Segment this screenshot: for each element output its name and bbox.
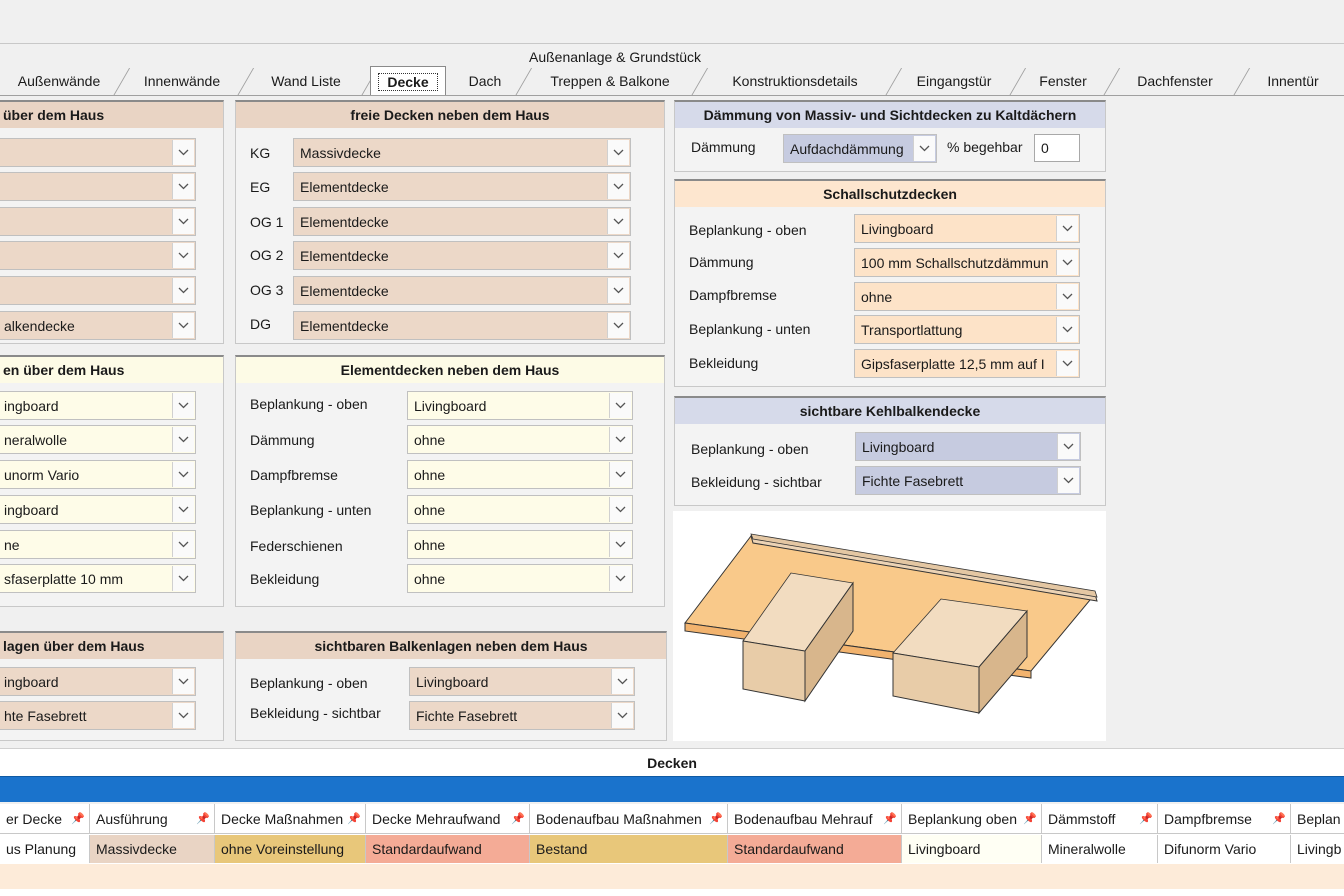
dropdown-value: unorm Vario <box>4 466 80 483</box>
row-label: Beplankung - oben <box>691 441 809 457</box>
tab-label: Dachfenster <box>1137 72 1213 89</box>
begehbar-input[interactable]: 0 <box>1034 134 1080 162</box>
col-header-label: er Decke <box>6 810 63 827</box>
tab-konstruktionsdetails[interactable] <box>700 66 890 96</box>
dropdown-value: Gipsfaserplatte 12,5 mm auf I <box>861 355 1045 372</box>
chevron-down-icon <box>172 532 194 557</box>
dropdown-value: Elementdecke <box>300 317 389 334</box>
dropdown-value: Elementdecke <box>300 213 389 230</box>
chevron-down-icon <box>172 243 194 268</box>
chevron-down-icon <box>607 209 629 234</box>
dropdown-value: Transportlattung <box>861 321 963 338</box>
chevron-down-icon <box>1056 284 1078 309</box>
col-header[interactable] <box>902 804 1042 834</box>
tab-decke[interactable] <box>370 66 446 96</box>
chevron-down-icon <box>172 427 194 452</box>
panel-title: sichtbaren Balkenlagen neben dem Haus <box>236 633 666 659</box>
col-header[interactable] <box>215 804 366 834</box>
dropdown-elem-over-6[interactable] <box>0 564 196 593</box>
chevron-down-icon <box>1056 317 1078 342</box>
dropdown-value: sfaserplatte 10 mm <box>4 570 124 587</box>
panel-balkenlagen-ueber <box>0 631 224 741</box>
panel-schallschutzdecken <box>674 179 1106 387</box>
dropdown-kg[interactable] <box>293 138 631 167</box>
chevron-down-icon <box>1056 216 1078 241</box>
col-header[interactable] <box>530 804 728 834</box>
tab-label: Decke <box>378 73 437 91</box>
row-label: Dämmung <box>250 432 315 448</box>
row-label: DG <box>250 316 271 332</box>
dropdown-value: 100 mm Schallschutzdämmun <box>861 254 1049 271</box>
chevron-down-icon <box>172 703 194 728</box>
row-label: Bekleidung - sichtbar <box>250 705 381 721</box>
dropdown-over-2[interactable] <box>0 172 196 201</box>
row-label: Beplankung - oben <box>250 396 368 412</box>
dropdown-og1[interactable] <box>293 207 631 236</box>
chevron-down-icon <box>607 313 629 338</box>
dropdown-elem-bekleidung[interactable] <box>407 564 633 593</box>
group-panel-bar <box>0 776 1344 802</box>
tab-aussenanlage[interactable]: Außenanlage & Grundstück <box>529 49 701 65</box>
col-header[interactable] <box>90 804 215 834</box>
chevron-down-icon <box>1057 434 1079 459</box>
tab-label: Wand Liste <box>271 72 341 89</box>
dropdown-value: ingboard <box>4 397 59 414</box>
col-header[interactable] <box>1158 804 1291 834</box>
tab-label: Außenwände <box>17 72 101 89</box>
dropdown-schall-dampfbremse[interactable] <box>854 282 1080 311</box>
dropdown-beam-beplankung[interactable] <box>409 667 635 696</box>
tab-dachfenster[interactable] <box>1112 66 1238 96</box>
dropdown-over-1[interactable] <box>0 138 196 167</box>
panel-title: Schallschutzdecken <box>675 181 1105 207</box>
panel-elementdecken-neben <box>235 355 665 607</box>
dropdown-beam-over-2[interactable] <box>0 701 196 730</box>
begehbar-label: % begehbar <box>947 139 1023 155</box>
dropdown-schall-daemmung[interactable] <box>854 248 1080 277</box>
tab-dach[interactable] <box>450 66 520 96</box>
chevron-down-icon <box>609 393 631 418</box>
row-label: Dampfbremse <box>689 287 777 303</box>
tab-fenster[interactable] <box>1018 66 1108 96</box>
chevron-down-icon <box>172 313 194 338</box>
col-header-label: Decke Maßnahmen <box>221 810 344 827</box>
chevron-down-icon <box>172 278 194 303</box>
dropdown-value: ohne <box>414 536 446 553</box>
dropdown-value: Fichte Fasebrett <box>862 472 964 489</box>
dropdown-schall-beplankung-unten[interactable] <box>854 315 1080 344</box>
dropdown-kehl-bekleidung[interactable] <box>855 466 1081 495</box>
dropdown-value: Elementdecke <box>300 282 389 299</box>
chevron-down-icon <box>172 140 194 165</box>
table-cell[interactable]: Standardaufwand <box>728 835 902 863</box>
row-label: OG 3 <box>250 282 284 298</box>
dropdown-value: ingboard <box>4 501 59 518</box>
dropdown-value: Livingboard <box>416 673 489 690</box>
table-cell[interactable]: Mineralwolle <box>1042 835 1158 863</box>
chevron-down-icon <box>607 140 629 165</box>
dropdown-value: ohne <box>414 501 446 518</box>
tab-label: Innenwände <box>143 72 221 89</box>
dropdown-value: ohne <box>414 570 446 587</box>
col-header[interactable] <box>1291 804 1344 834</box>
chevron-down-icon <box>609 532 631 557</box>
pin-icon[interactable]: 📌 <box>196 813 210 825</box>
dropdown-elem-dampfbremse[interactable] <box>407 460 633 489</box>
pin-icon[interactable]: 📌 <box>347 813 361 825</box>
pin-icon[interactable]: 📌 <box>883 813 897 825</box>
dropdown-elem-beplankung-unten[interactable] <box>407 495 633 524</box>
dropdown-elem-over-2[interactable] <box>0 425 196 454</box>
chevron-down-icon <box>172 462 194 487</box>
row-label: Dämmung <box>689 254 754 270</box>
tab-label: Treppen & Balkone <box>550 72 670 89</box>
chevron-down-icon <box>172 566 194 591</box>
row-label: KG <box>250 145 271 161</box>
col-header[interactable] <box>366 804 530 834</box>
chevron-down-icon <box>607 174 629 199</box>
pin-icon[interactable]: 📌 <box>709 813 723 825</box>
dropdown-og2[interactable] <box>293 241 631 270</box>
dropdown-elem-over-4[interactable] <box>0 495 196 524</box>
table-row-empty[interactable] <box>0 864 1344 889</box>
table-cell[interactable]: Massivdecke <box>90 835 215 863</box>
pin-icon[interactable]: 📌 <box>1272 813 1286 825</box>
table-cell[interactable]: Standardaufwand <box>366 835 530 863</box>
row-label: Bekleidung <box>689 355 759 371</box>
chevron-down-icon <box>1056 351 1078 376</box>
daemmung-label: Dämmung <box>691 139 756 155</box>
row-label: Beplankung - unten <box>689 321 811 337</box>
panel-title: Elementdecken neben dem Haus <box>236 357 664 383</box>
chevron-down-icon <box>611 669 633 694</box>
dropdown-elem-federschienen[interactable] <box>407 530 633 559</box>
dropdown-value: Livingboard <box>414 397 487 414</box>
tab-innenwaende[interactable] <box>122 66 242 96</box>
dropdown-elem-daemmung[interactable] <box>407 425 633 454</box>
table-cell[interactable]: ohne Voreinstellung <box>215 835 366 863</box>
col-header[interactable] <box>0 804 90 834</box>
table-cell[interactable]: Livingb <box>1291 835 1344 863</box>
dropdown-elem-over-5[interactable] <box>0 530 196 559</box>
col-header[interactable] <box>728 804 902 834</box>
dropdown-value: Fichte Fasebrett <box>416 707 518 724</box>
dropdown-value: Elementdecke <box>300 178 389 195</box>
panel-balkenlagen-neben <box>235 631 667 741</box>
dropdown-value: alkendecke <box>4 317 75 334</box>
panel-title: sichtbare Kehlbalkendecke <box>675 398 1105 424</box>
col-header-label: Bodenaufbau Maßnahmen <box>536 810 702 827</box>
pin-icon[interactable]: 📌 <box>71 813 85 825</box>
row-label: Bekleidung <box>250 571 320 587</box>
col-header-label: Dampfbremse <box>1164 810 1252 827</box>
dropdown-kehl-beplankung[interactable] <box>855 432 1081 461</box>
tab-label: Dach <box>468 72 502 89</box>
row-label: Beplankung - oben <box>250 675 368 691</box>
dropdown-dg[interactable] <box>293 311 631 340</box>
dropdown-og3[interactable] <box>293 276 631 305</box>
tab-wand-liste[interactable] <box>246 66 366 96</box>
dropdown-value: Aufdachdämmung <box>790 140 904 157</box>
col-header-label: Beplankung oben <box>908 810 1017 827</box>
tab-treppen-balkone[interactable] <box>524 66 696 96</box>
tab-label: Innentür <box>1267 72 1319 89</box>
chevron-down-icon <box>609 497 631 522</box>
dropdown-value: ohne <box>414 431 446 448</box>
panel-title: freie Decken neben dem Haus <box>236 102 664 128</box>
chevron-down-icon <box>609 427 631 452</box>
pin-icon[interactable]: 📌 <box>511 813 525 825</box>
tab-label: Fenster <box>1039 72 1087 89</box>
dropdown-value: hte Fasebrett <box>4 707 87 724</box>
dropdown-value: ne <box>4 536 20 553</box>
chevron-down-icon <box>172 174 194 199</box>
dropdown-value: Elementdecke <box>300 247 389 264</box>
col-header-label: Bodenaufbau Mehrauf <box>734 810 873 827</box>
decken-section-title: Decken <box>0 748 1344 776</box>
tab-aussenwaende[interactable] <box>0 66 118 96</box>
chevron-down-icon <box>913 136 935 161</box>
panel-title: Dämmung von Massiv- und Sichtdecken zu Kaltdächern <box>675 102 1105 128</box>
chevron-down-icon <box>172 497 194 522</box>
dropdown-value: ohne <box>861 288 893 305</box>
dropdown-over-5[interactable] <box>0 276 196 305</box>
chevron-down-icon <box>609 566 631 591</box>
tab-label: Eingangstür <box>916 72 992 89</box>
col-header-label: Ausführung <box>96 810 168 827</box>
tab-label: Konstruktionsdetails <box>732 72 858 89</box>
col-header[interactable] <box>1042 804 1158 834</box>
tab-eingangstuer[interactable] <box>894 66 1014 96</box>
dropdown-schall-bekleidung[interactable] <box>854 349 1080 378</box>
row-label: OG 1 <box>250 214 284 230</box>
panel-massivdecken-ueber <box>0 100 224 344</box>
ceiling-construction-illustration <box>673 511 1106 741</box>
chevron-down-icon <box>172 669 194 694</box>
row-label: EG <box>250 179 271 195</box>
chevron-down-icon <box>1057 468 1079 493</box>
panel-freie-decken <box>235 100 665 344</box>
chevron-down-icon <box>609 462 631 487</box>
dropdown-elem-over-1[interactable] <box>0 391 196 420</box>
chevron-down-icon <box>172 393 194 418</box>
dropdown-elem-beplankung-oben[interactable] <box>407 391 633 420</box>
table-cell[interactable]: Bestand <box>530 835 728 863</box>
pin-icon[interactable]: 📌 <box>1139 813 1153 825</box>
deck-illustration <box>673 511 1106 741</box>
row-label: Beplankung - unten <box>250 502 372 518</box>
dropdown-kaltdach-daemmung[interactable] <box>783 134 937 163</box>
tab-innentuer[interactable] <box>1242 66 1344 96</box>
panel-elementdecken-ueber <box>0 355 224 607</box>
dropdown-over-6[interactable] <box>0 311 196 340</box>
dropdown-value: Livingboard <box>862 438 935 455</box>
panel-title: lagen über dem Haus <box>0 633 223 659</box>
dropdown-over-4[interactable] <box>0 241 196 270</box>
dropdown-value: neralwolle <box>4 431 68 448</box>
row-label: Dampfbremse <box>250 467 338 483</box>
panel-title: über dem Haus <box>0 102 223 128</box>
dropdown-value: ingboard <box>4 673 59 690</box>
top-divider <box>0 43 1344 44</box>
col-header-label: Dämmstoff <box>1048 810 1116 827</box>
table-cell[interactable]: Difunorm Vario <box>1158 835 1291 863</box>
dropdown-beam-bekleidung[interactable] <box>409 701 635 730</box>
row-label: OG 2 <box>250 247 284 263</box>
dropdown-beam-over-1[interactable] <box>0 667 196 696</box>
dropdown-value: Massivdecke <box>300 144 381 161</box>
dropdown-value: ohne <box>414 466 446 483</box>
table-cell[interactable]: Livingboard <box>902 835 1042 863</box>
dropdown-eg[interactable] <box>293 172 631 201</box>
panel-kehlbalkendecke <box>674 396 1106 506</box>
dropdown-elem-over-3[interactable] <box>0 460 196 489</box>
col-header-label: Decke Mehraufwand <box>372 810 501 827</box>
row-label: Bekleidung - sichtbar <box>691 474 822 490</box>
chevron-down-icon <box>172 209 194 234</box>
panel-title: en über dem Haus <box>0 357 223 383</box>
panel-daemmung-kaltdach <box>674 100 1106 172</box>
chevron-down-icon <box>607 278 629 303</box>
col-header-label: Beplan <box>1297 810 1341 827</box>
tab-strip <box>0 66 1344 96</box>
row-label: Beplankung - oben <box>689 222 807 238</box>
dropdown-over-3[interactable] <box>0 207 196 236</box>
row-label: Federschienen <box>250 538 343 554</box>
dropdown-schall-beplankung-oben[interactable] <box>854 214 1080 243</box>
chevron-down-icon <box>1056 250 1078 275</box>
tab-baseline <box>0 95 1344 96</box>
chevron-down-icon <box>607 243 629 268</box>
chevron-down-icon <box>611 703 633 728</box>
pin-icon[interactable]: 📌 <box>1023 813 1037 825</box>
dropdown-value: Livingboard <box>861 220 934 237</box>
table-cell[interactable]: us Planung <box>0 835 90 863</box>
